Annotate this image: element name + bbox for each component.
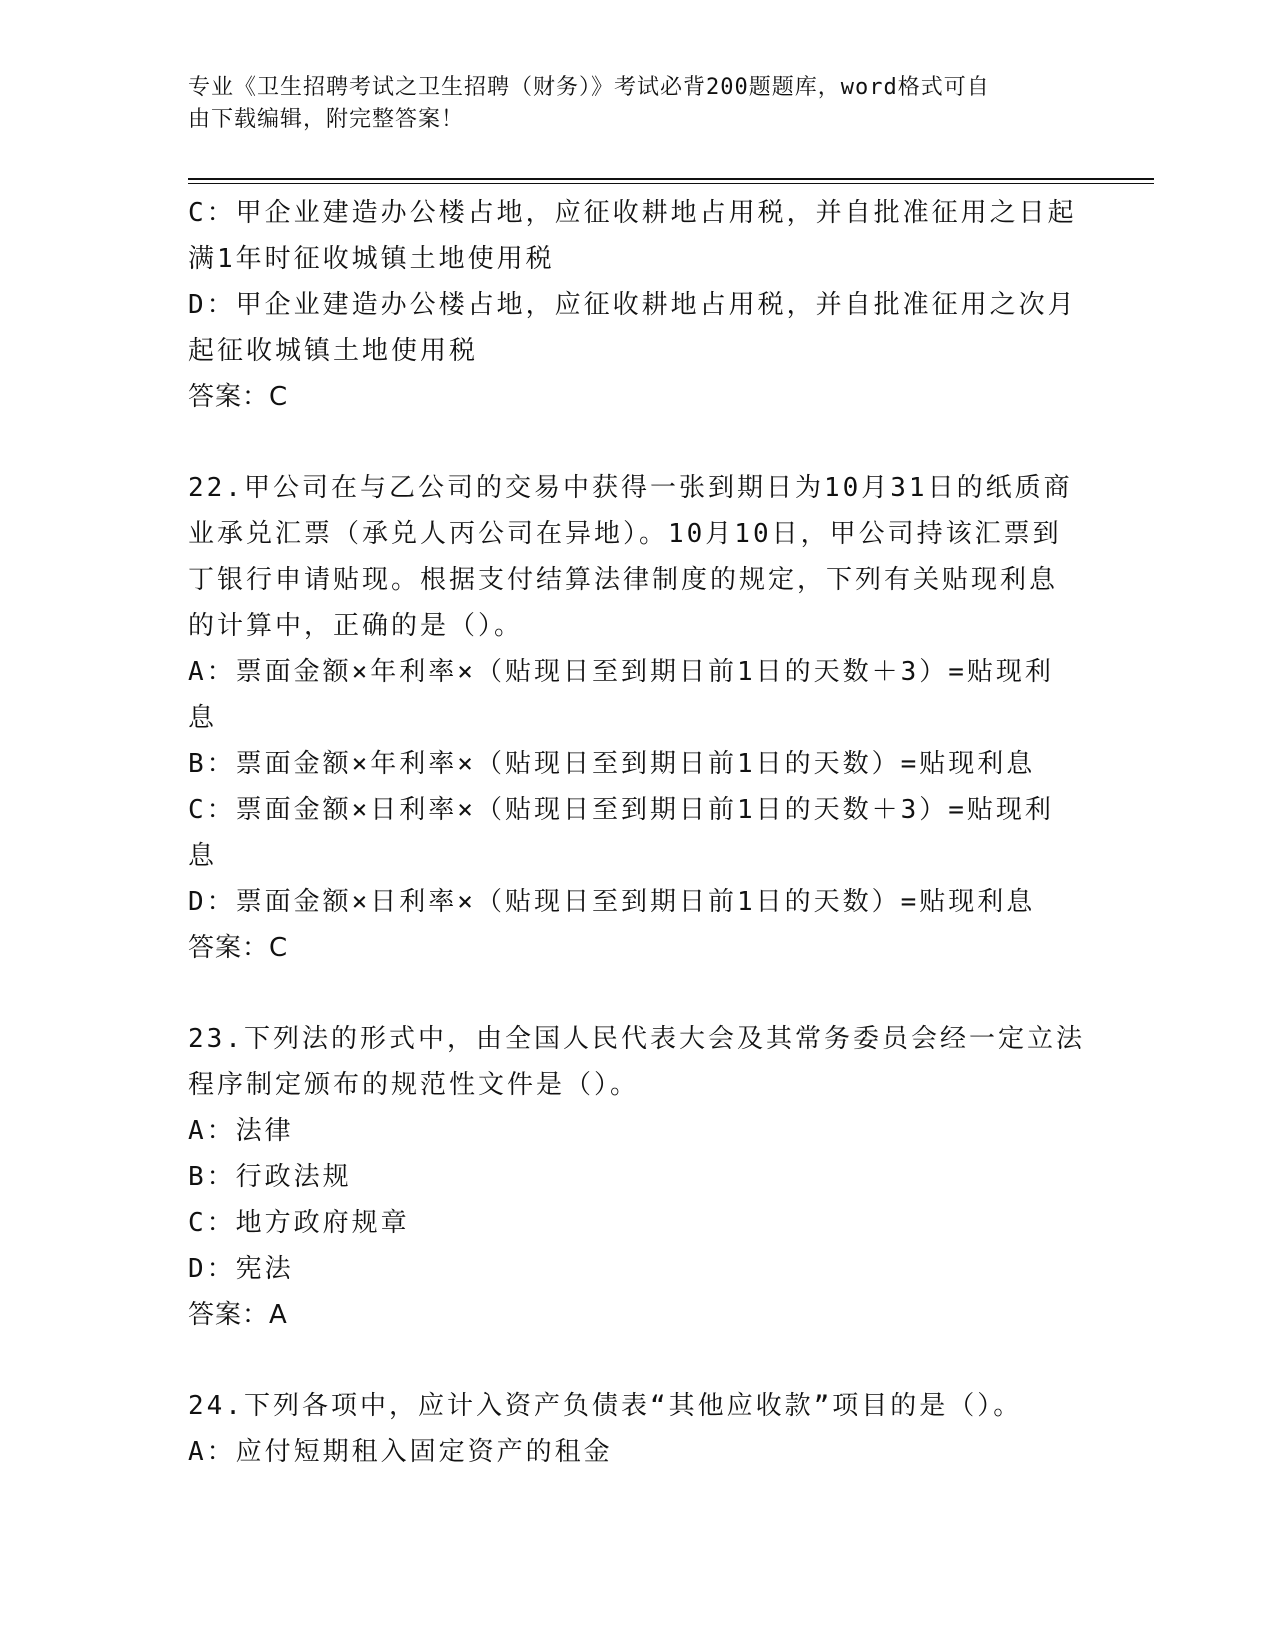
spacer [188, 420, 1088, 465]
q21-option-d-line-1: D：甲企业建造办公楼占地，应征收耕地占用税，并自批准征用之次月 [188, 290, 1077, 320]
header-divider-thick [188, 178, 1154, 180]
q23-option-b: B：行政法规 [188, 1162, 352, 1192]
question-content [188, 190, 1088, 1475]
question-21-continued [188, 190, 1088, 420]
document-header [188, 72, 1088, 136]
q22-option-d: D：票面金额×日利率×（贴现日至到期日前1日的天数）=贴现利息 [188, 887, 1036, 917]
q22-option-b: B：票面金额×年利率×（贴现日至到期日前1日的天数）=贴现利息 [188, 749, 1036, 779]
q24-stem-line-1: 24.下列各项中，应计入资产负债表“其他应收款”项目的是（）。 [188, 1391, 1023, 1421]
q21-answer: 答案：C [188, 382, 289, 412]
spacer [188, 1338, 1088, 1383]
question-22 [188, 465, 1088, 971]
q23-option-c: C：地方政府规章 [188, 1208, 410, 1238]
q22-stem-line-1: 22.甲公司在与乙公司的交易中获得一张到期日为10月31日的纸质商 [188, 473, 1073, 503]
q21-option-d-line-2: 起征收城镇土地使用税 [188, 336, 479, 366]
q22-stem-line-3: 丁银行申请贴现。根据支付结算法律制度的规定，下列有关贴现利息 [188, 565, 1059, 595]
spacer [188, 971, 1088, 1016]
header-divider-thin [188, 183, 1154, 184]
question-23 [188, 1016, 1088, 1338]
q23-option-a: A：法律 [188, 1116, 294, 1146]
q23-answer: 答案：A [188, 1300, 288, 1330]
question-24 [188, 1383, 1088, 1475]
q22-option-c-line-1: C：票面金额×日利率×（贴现日至到期日前1日的天数＋3）=贴现利 [188, 795, 1054, 825]
q21-option-c-line-1: C：甲企业建造办公楼占地，应征收耕地占用税，并自批准征用之日起 [188, 198, 1077, 228]
header-title-line-2: 由下载编辑，附完整答案！ [188, 107, 465, 132]
q22-answer: 答案：C [188, 933, 289, 963]
q22-stem-line-4: 的计算中，正确的是（）。 [188, 611, 524, 641]
q22-stem-line-2: 业承兑汇票（承兑人丙公司在异地）。10月10日，甲公司持该汇票到 [188, 519, 1062, 549]
header-title-line-1: 专业《卫生招聘考试之卫生招聘（财务）》考试必背200题题库，word格式可自 [188, 75, 990, 100]
q22-option-a-line-1: A：票面金额×年利率×（贴现日至到期日前1日的天数＋3）=贴现利 [188, 657, 1054, 687]
q23-stem-line-2: 程序制定颁布的规范性文件是（）。 [188, 1070, 640, 1100]
q22-option-a-line-2: 息 [188, 703, 218, 733]
q22-option-c-line-2: 息 [188, 841, 218, 871]
q24-option-a: A：应付短期租入固定资产的租金 [188, 1437, 613, 1467]
q23-option-d: D：宪法 [188, 1254, 294, 1284]
q23-stem-line-1: 23.下列法的形式中，由全国人民代表大会及其常务委员会经一定立法 [188, 1024, 1085, 1054]
q21-option-c-line-2: 满1年时征收城镇土地使用税 [188, 244, 555, 274]
